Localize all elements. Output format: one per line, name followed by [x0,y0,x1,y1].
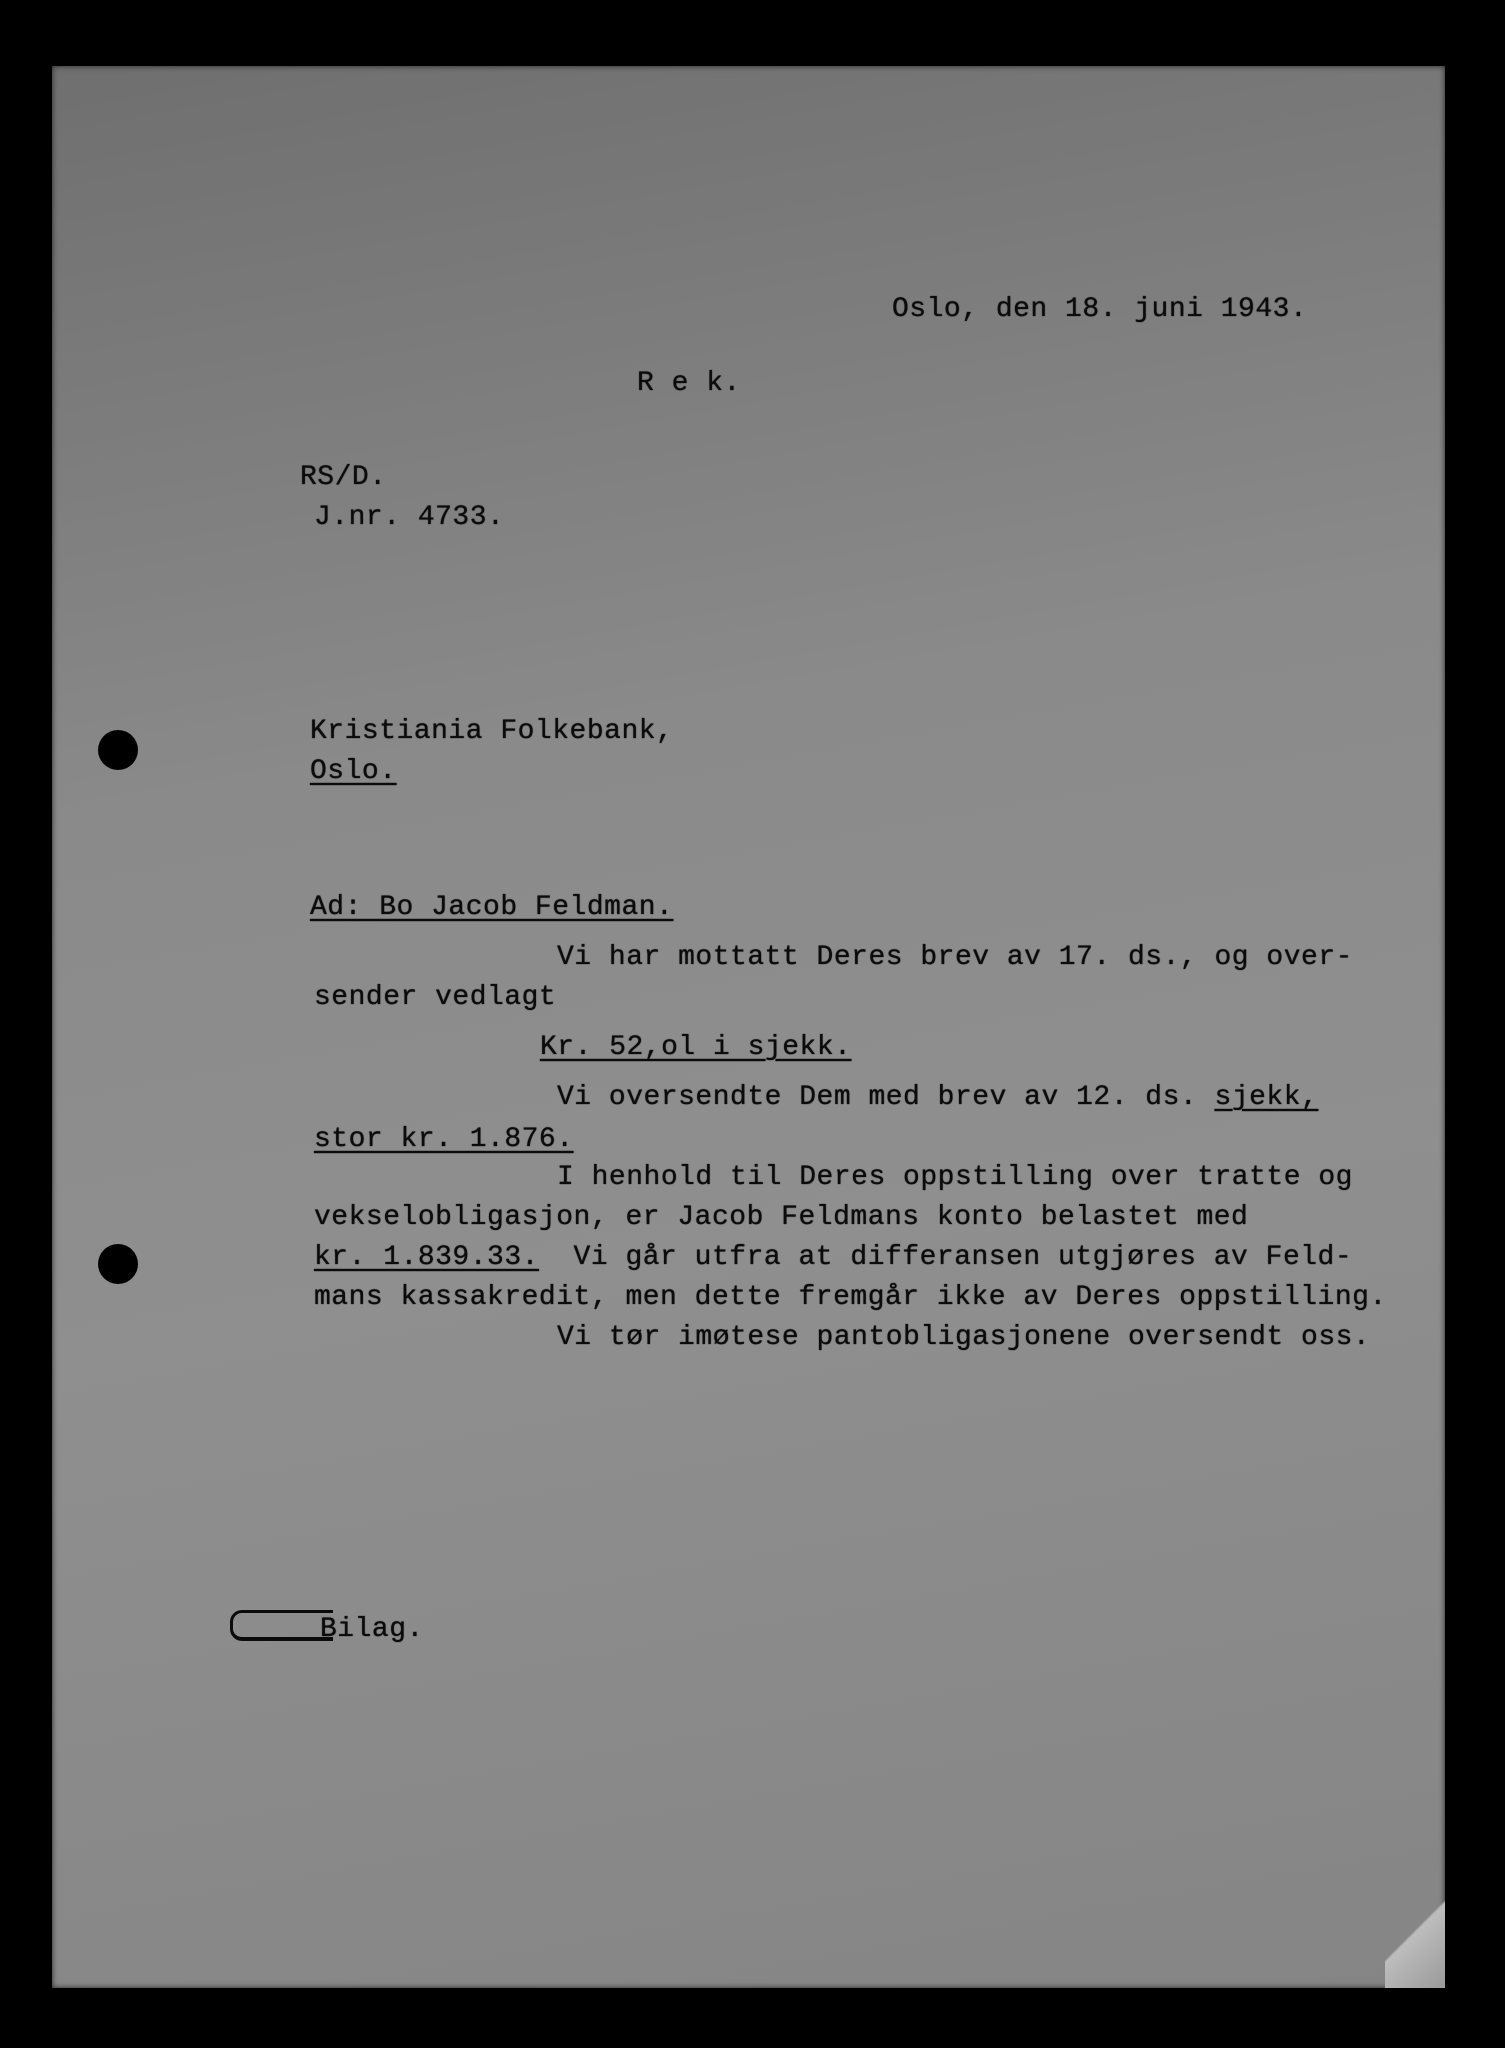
journal-number: J.nr. 4733. [314,502,505,533]
registered-mark: R e k. [637,368,741,399]
handwritten-mark [230,1610,333,1641]
punch-hole-top [98,730,138,770]
amount-line: Kr. 52,ol i sjekk. [540,1032,852,1063]
reference: RS/D. [300,462,387,493]
body-line [314,1242,1352,1273]
body-line: Vi har mottatt Deres brev av 17. ds., og over- [557,942,1353,973]
recipient-city: Oslo. [310,756,397,787]
body-line: vekselobligasjon, er Jacob Feldmans konto belastet med [314,1202,1249,1233]
body-text: Vi går utfra at differansen utgjøres av Feld- [538,1242,1353,1273]
enclosure-line: Bilag. [320,1614,424,1645]
body-line: sender vedlagt [314,982,557,1013]
body-line: mans kassakredit, men dette fremgår ikke av Deres oppstilling. [314,1282,1387,1313]
punch-hole-bottom [98,1244,138,1284]
body-text: Vi oversendte Dem med brev av 12. ds. [557,1082,1215,1113]
body-line: Vi tør imøtese pantobligasjonene oversendt oss. [557,1322,1371,1353]
body-line: stor kr. 1.876. [314,1124,574,1155]
date-line: Oslo, den 18. juni 1943. [892,294,1308,325]
underlined-text: kr. 1.839.33. [314,1242,539,1273]
body-line: I henhold til Deres oppstilling over tratte og [557,1162,1353,1193]
recipient-name: Kristiania Folkebank, [310,716,674,747]
subject-line: Ad: Bo Jacob Feldman. [310,892,674,923]
letter-page [52,66,1445,1988]
body-line [557,1082,1318,1113]
underlined-text: sjekk, [1214,1082,1319,1113]
